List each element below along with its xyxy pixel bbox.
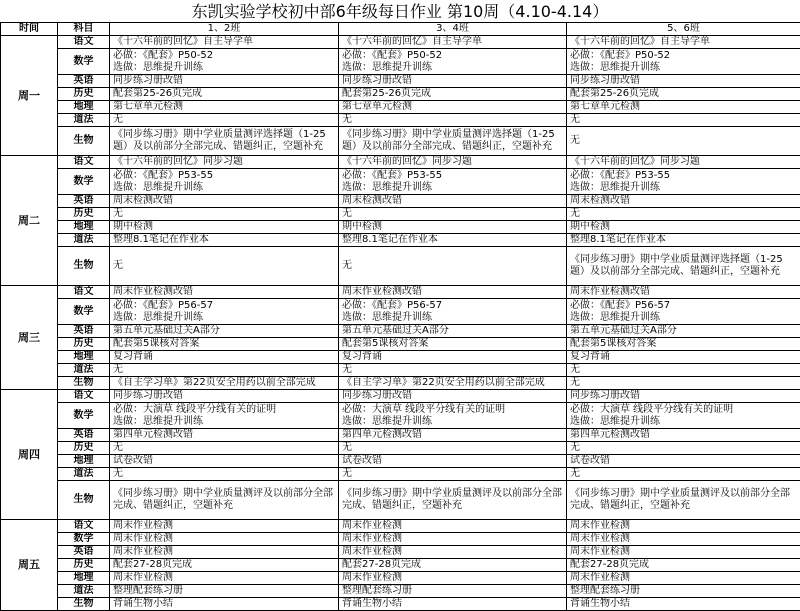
- homework-cell: 复习背诵: [567, 351, 800, 364]
- table-row: [1, 481, 800, 520]
- homework-cell: 无: [567, 364, 800, 377]
- subject-cell: 生物: [58, 377, 110, 390]
- subject-cell: 道法: [58, 468, 110, 481]
- subject-cell: 数学: [58, 169, 110, 195]
- homework-cell: 第七章单元检测: [567, 101, 800, 114]
- table-row: [1, 195, 800, 208]
- homework-cell: 无: [110, 442, 339, 455]
- homework-cell: 必做：《配套》P50-52 选做：思维提升训练: [567, 49, 800, 75]
- header-time: 时间: [1, 23, 58, 36]
- homework-cell: 无: [567, 468, 800, 481]
- homework-cell: 无: [567, 208, 800, 221]
- subject-cell: 语文: [58, 390, 110, 403]
- homework-cell: 周末作业检测: [339, 533, 567, 546]
- homework-cell: 无: [110, 114, 339, 127]
- homework-cell: 《十六年前的回忆》自主导学单: [567, 36, 800, 49]
- day-cell: 周四: [1, 390, 58, 520]
- table-row: [1, 127, 800, 156]
- homework-cell: 第四单元检测改错: [567, 429, 800, 442]
- homework-cell: 周末作业检测改错: [110, 286, 339, 299]
- table-row: [1, 325, 800, 338]
- table-row: [1, 88, 800, 101]
- homework-cell: 周末作业检测: [339, 520, 567, 533]
- homework-cell: 必做：《配套》P50-52 选做：思维提升训练: [339, 49, 567, 75]
- table-row: [1, 403, 800, 429]
- homework-cell: 配套第5课核对答案: [567, 338, 800, 351]
- subject-cell: 道法: [58, 234, 110, 247]
- subject-cell: 道法: [58, 364, 110, 377]
- homework-cell: 同步练习册改错: [567, 75, 800, 88]
- table-row: [1, 455, 800, 468]
- table-row: [1, 559, 800, 572]
- subject-cell: 道法: [58, 114, 110, 127]
- homework-cell: 《同步练习册》期中学业质量测评选择题（1-25题）及以前部分全部完成、错题纠正，空题补充: [339, 127, 567, 156]
- table-row: [1, 429, 800, 442]
- table-row: [1, 533, 800, 546]
- homework-cell: 《同步练习册》期中学业质量测评及以前部分全部完成、错题纠正，空题补充: [339, 481, 567, 520]
- homework-cell: 无: [110, 208, 339, 221]
- homework-cell: 试卷改错: [339, 455, 567, 468]
- table-row: [1, 75, 800, 88]
- table-row: [1, 234, 800, 247]
- subject-cell: 生物: [58, 127, 110, 156]
- subject-cell: 历史: [58, 559, 110, 572]
- homework-cell: 《同步练习册》期中学业质量测评及以前部分全部完成、错题纠正，空题补充: [567, 481, 800, 520]
- homework-cell: 配套第5课核对答案: [110, 338, 339, 351]
- homework-cell: 必做：《配套》P50-52 选做：思维提升训练: [110, 49, 339, 75]
- homework-cell: 无: [339, 468, 567, 481]
- table-row: [1, 364, 800, 377]
- homework-cell: 试卷改错: [110, 455, 339, 468]
- table-row: [1, 156, 800, 169]
- subject-cell: 历史: [58, 338, 110, 351]
- homework-cell: 同步练习册改错: [567, 390, 800, 403]
- homework-cell: 无: [339, 247, 567, 286]
- homework-cell: 同步练习册改错: [110, 390, 339, 403]
- table-row: [1, 114, 800, 127]
- homework-cell: 《十六年前的回忆》同步习题: [339, 156, 567, 169]
- table-row: [1, 598, 800, 611]
- homework-cell: 整理8.1笔记在作业本: [339, 234, 567, 247]
- homework-cell: 配套27-28页完成: [339, 559, 567, 572]
- homework-cell: 无: [110, 364, 339, 377]
- subject-cell: 英语: [58, 75, 110, 88]
- homework-cell: 《自主学习单》第22页安全用药以前全部完成: [110, 377, 339, 390]
- homework-cell: 复习背诵: [339, 351, 567, 364]
- homework-cell: 期中检测: [567, 221, 800, 234]
- homework-cell: 无: [110, 468, 339, 481]
- homework-cell: 配套第25-26页完成: [567, 88, 800, 101]
- header-class-1-2: 1、2班: [110, 23, 339, 36]
- subject-cell: 语文: [58, 286, 110, 299]
- homework-cell: 必做：大演草 线段平分线有关的证明 选做：思维提升训练: [110, 403, 339, 429]
- homework-cell: 周末作业检测改错: [339, 286, 567, 299]
- homework-cell: 《十六年前的回忆》自主导学单: [110, 36, 339, 49]
- table-row: [1, 36, 800, 49]
- homework-cell: 《同步练习册》期中学业质量测评选择题（1-25题）及以前部分全部完成、错题纠正，空题补充: [567, 247, 800, 286]
- table-row: [1, 351, 800, 364]
- header-row: [1, 23, 800, 36]
- table-row: [1, 390, 800, 403]
- table-row: [1, 208, 800, 221]
- homework-cell: 必做：《配套》P53-55 选做：思维提升训练: [110, 169, 339, 195]
- homework-cell: 《十六年前的回忆》自主导学单: [339, 36, 567, 49]
- subject-cell: 道法: [58, 585, 110, 598]
- homework-cell: 背诵生物小结: [567, 598, 800, 611]
- homework-cell: 配套27-28页完成: [110, 559, 339, 572]
- homework-cell: 无: [110, 247, 339, 286]
- homework-cell: 周末作业检测: [567, 572, 800, 585]
- table-row: [1, 572, 800, 585]
- table-row: [1, 169, 800, 195]
- homework-cell: 无: [339, 442, 567, 455]
- subject-cell: 生物: [58, 598, 110, 611]
- table-row: [1, 468, 800, 481]
- homework-cell: 周末作业检测: [110, 520, 339, 533]
- table-row: [1, 286, 800, 299]
- homework-cell: 无: [567, 442, 800, 455]
- homework-cell: 必做：《配套》P56-57 选做：思维提升训练: [110, 299, 339, 325]
- subject-cell: 地理: [58, 101, 110, 114]
- homework-cell: 同步练习册改错: [110, 75, 339, 88]
- subject-cell: 数学: [58, 299, 110, 325]
- homework-cell: 周末作业检测: [567, 533, 800, 546]
- homework-cell: 背诵生物小结: [110, 598, 339, 611]
- homework-cell: 复习背诵: [110, 351, 339, 364]
- subject-cell: 英语: [58, 429, 110, 442]
- homework-cell: 第七章单元检测: [110, 101, 339, 114]
- table-row: [1, 442, 800, 455]
- table-row: [1, 546, 800, 559]
- subject-cell: 英语: [58, 325, 110, 338]
- homework-cell: 《十六年前的回忆》同步习题: [110, 156, 339, 169]
- homework-cell: 第五单元基础过关A部分: [567, 325, 800, 338]
- homework-cell: 无: [567, 127, 800, 156]
- table-row: [1, 101, 800, 114]
- homework-cell: 《自主学习单》第22页安全用药以前全部完成: [339, 377, 567, 390]
- homework-cell: 整理配套练习册: [339, 585, 567, 598]
- homework-cell: 背诵生物小结: [339, 598, 567, 611]
- day-cell: 周二: [1, 156, 58, 286]
- homework-cell: 周末检测改错: [339, 195, 567, 208]
- table-row: [1, 377, 800, 390]
- header-class-3-4: 3、4班: [339, 23, 567, 36]
- table-row: [1, 49, 800, 75]
- subject-cell: 语文: [58, 520, 110, 533]
- homework-cell: 《同步练习册》期中学业质量测评及以前部分全部完成、错题纠正，空题补充: [110, 481, 339, 520]
- homework-cell: 必做：《配套》P53-55 选做：思维提升训练: [567, 169, 800, 195]
- homework-cell: 无: [339, 364, 567, 377]
- table-row: [1, 338, 800, 351]
- homework-cell: 必做：《配套》P56-57 选做：思维提升训练: [339, 299, 567, 325]
- subject-cell: 英语: [58, 546, 110, 559]
- table-row: [1, 520, 800, 533]
- homework-cell: 必做：《配套》P53-55 选做：思维提升训练: [339, 169, 567, 195]
- subject-cell: 英语: [58, 195, 110, 208]
- subject-cell: 数学: [58, 49, 110, 75]
- homework-cell: 周末作业检测: [339, 546, 567, 559]
- homework-cell: 周末检测改错: [110, 195, 339, 208]
- homework-cell: 《十六年前的回忆》同步习题: [567, 156, 800, 169]
- subject-cell: 生物: [58, 481, 110, 520]
- subject-cell: 语文: [58, 156, 110, 169]
- homework-cell: 周末作业检测改错: [567, 286, 800, 299]
- homework-cell: 无: [339, 208, 567, 221]
- homework-cell: 整理8.1笔记在作业本: [567, 234, 800, 247]
- homework-cell: 试卷改错: [567, 455, 800, 468]
- day-cell: 周一: [1, 36, 58, 156]
- homework-cell: 期中检测: [339, 221, 567, 234]
- subject-cell: 数学: [58, 403, 110, 429]
- homework-cell: 配套第25-26页完成: [110, 88, 339, 101]
- homework-cell: 配套27-28页完成: [567, 559, 800, 572]
- header-subject: 科目: [58, 23, 110, 36]
- homework-cell: 配套第25-26页完成: [339, 88, 567, 101]
- homework-cell: 整理配套练习册: [110, 585, 339, 598]
- homework-cell: 第四单元检测改错: [110, 429, 339, 442]
- homework-cell: 同步练习册改错: [339, 390, 567, 403]
- homework-table: [0, 22, 800, 611]
- homework-cell: 整理配套练习册: [567, 585, 800, 598]
- homework-cell: 《同步练习册》期中学业质量测评选择题（1-25题）及以前部分全部完成、错题纠正，空题补充: [110, 127, 339, 156]
- table-row: [1, 247, 800, 286]
- homework-cell: 第七章单元检测: [339, 101, 567, 114]
- homework-cell: 周末作业检测: [567, 546, 800, 559]
- homework-cell: 配套第5课核对答案: [339, 338, 567, 351]
- homework-cell: 整理8.1笔记在作业本: [110, 234, 339, 247]
- homework-cell: 第四单元检测改错: [339, 429, 567, 442]
- header-class-5-6: 5、6班: [567, 23, 800, 36]
- subject-cell: 语文: [58, 36, 110, 49]
- homework-cell: 无: [339, 114, 567, 127]
- homework-cell: 必做：大演草 线段平分线有关的证明 选做：思维提升训练: [567, 403, 800, 429]
- homework-cell: 周末作业检测: [110, 533, 339, 546]
- subject-cell: 历史: [58, 208, 110, 221]
- homework-cell: 周末检测改错: [567, 195, 800, 208]
- subject-cell: 数学: [58, 533, 110, 546]
- subject-cell: 地理: [58, 455, 110, 468]
- subject-cell: 地理: [58, 221, 110, 234]
- homework-cell: 周末作业检测: [339, 572, 567, 585]
- subject-cell: 地理: [58, 572, 110, 585]
- homework-cell: 周末作业检测: [110, 572, 339, 585]
- table-row: [1, 585, 800, 598]
- table-body: [1, 36, 800, 611]
- homework-cell: 周末作业检测: [567, 520, 800, 533]
- homework-cell: 期中检测: [110, 221, 339, 234]
- table-row: [1, 221, 800, 234]
- subject-cell: 历史: [58, 442, 110, 455]
- homework-cell: 同步练习册改错: [339, 75, 567, 88]
- table-row: [1, 299, 800, 325]
- homework-cell: 必做：大演草 线段平分线有关的证明 选做：思维提升训练: [339, 403, 567, 429]
- day-cell: 周三: [1, 286, 58, 390]
- homework-cell: 第五单元基础过关A部分: [339, 325, 567, 338]
- homework-cell: 无: [567, 114, 800, 127]
- homework-cell: 周末作业检测: [110, 546, 339, 559]
- subject-cell: 生物: [58, 247, 110, 286]
- subject-cell: 历史: [58, 88, 110, 101]
- homework-cell: 第五单元基础过关A部分: [110, 325, 339, 338]
- sheet-title: 东凯实验学校初中部6年级每日作业 第10周（4.10-4.14）: [0, 2, 800, 22]
- homework-cell: 无: [567, 377, 800, 390]
- subject-cell: 地理: [58, 351, 110, 364]
- homework-cell: 必做：《配套》P56-57 选做：思维提升训练: [567, 299, 800, 325]
- day-cell: 周五: [1, 520, 58, 611]
